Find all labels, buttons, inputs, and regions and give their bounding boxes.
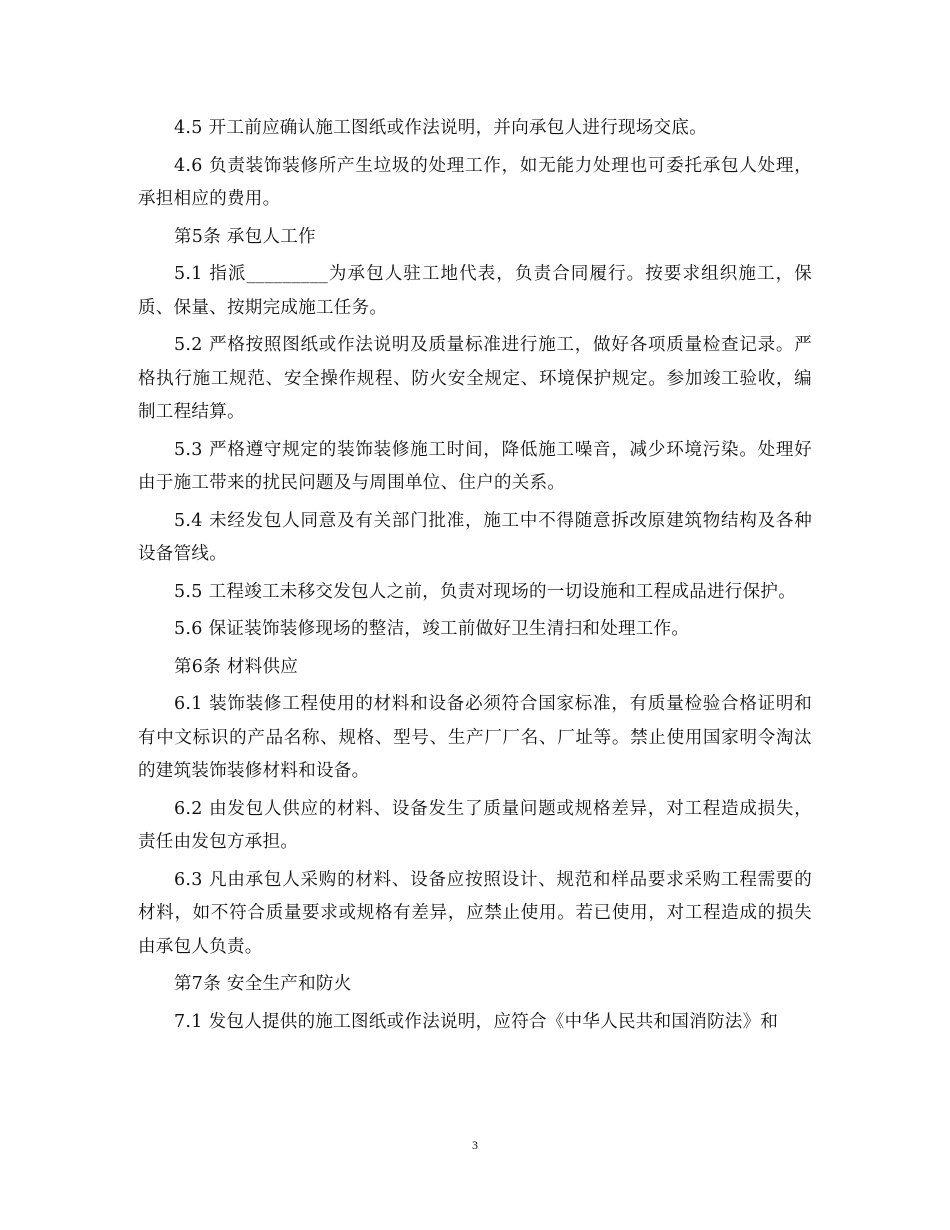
clause-7-1: 7.1 发包人提供的施工图纸或作法说明，应符合《中华人民共和国消防法》和 [174,1011,779,1032]
clause-5-2: 5.2 严格按照图纸或作法说明及质量标准进行施工，做好各项质量检查记录。严格执行施工规范、安全操作规程、防火安全规定、环境保护规定。参加竣工验收，编制工程结算。 [138,335,812,422]
article-6-heading: 第6条 材料供应 [174,656,299,677]
article-7-heading: 第7条 安全生产和防火 [174,974,352,994]
clause-4-5: 4.5 开工前应确认施工图纸或作法说明，并向承包人进行现场交底。 [174,118,707,138]
clause-5-6: 5.6 保证装饰装修现场的整洁，竣工前做好卫生清扫和处理工作。 [174,619,690,639]
clause-6-2: 6.2 由发包人供应的材料、设备发生了质量问题或规格差异，对工程造成损失，责任由发包方承担。 [138,798,812,852]
clause-5-3: 5.3 严格遵守规定的装饰装修施工时间，降低施工噪音，减少环境污染。处理好由于施工带来的扰民问题及与周围单位、住户的关系。 [138,439,812,493]
clause-5-4: 5.4 未经发包人同意及有关部门批准，施工中不得随意拆改原建筑物结构及各种设备管线。 [138,510,812,564]
article-5-heading: 第5条 承包人工作 [174,226,316,247]
document-body [138,112,812,1043]
clause-5-1: 5.1 指派_________为承包人驻工地代表，负责合同履行。按要求组织施工，保质、保量、按期完成施工任务。 [138,264,812,318]
clause-4-6: 4.6 负责装饰装修所产生垃圾的处理工作，如无能力处理也可委托承包人处理，承担相应的费用。 [138,155,812,209]
page-number: 3 [472,1138,478,1152]
clause-6-1: 6.1 装饰装修工程使用的材料和设备必须符合国家标准，有质量检验合格证明和有中文标识的产品名称、规格、型号、生产厂厂名、厂址等。禁止使用国家明令淘汰的建筑装饰装修材料和设备。 [138,694,812,781]
clause-6-3: 6.3 凡由承包人采购的材料、设备应按照设计、规范和样品要求采购工程需要的材料，如不符合质量要求或规格有差异，应禁止使用。若已使用，对工程造成的损失由承包人负责。 [138,869,812,957]
clause-5-5: 5.5 工程竣工未移交发包人之前，负责对现场的一切设施和工程成品进行保护。 [174,581,796,602]
